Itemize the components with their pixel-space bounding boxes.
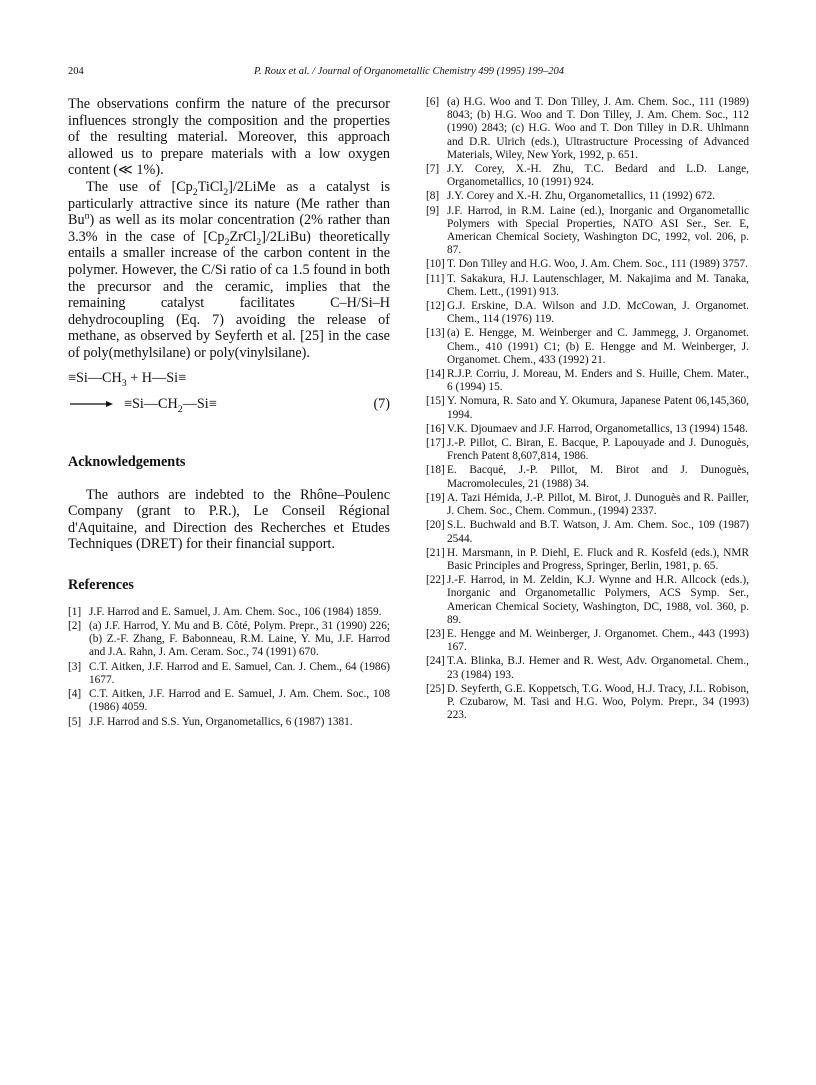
reference-item xyxy=(426,300,749,326)
reference-text: C.T. Aitken, J.F. Harrod and E. Samuel, J. Am. Chem. Soc., 108 (1986) 4059. xyxy=(89,688,390,714)
reference-text: J.F. Harrod and S.S. Yun, Organometallics, 6 (1987) 1381. xyxy=(89,715,353,728)
reference-item xyxy=(426,519,749,545)
reference-item xyxy=(426,683,749,723)
reference-item xyxy=(426,628,749,654)
reference-number: [10] xyxy=(426,258,445,271)
equation-line-2 xyxy=(68,396,217,413)
reference-number: [22] xyxy=(426,574,445,587)
reference-text: T. Don Tilley and H.G. Woo, J. Am. Chem. Soc., 111 (1989) 3757. xyxy=(447,258,748,271)
reference-number: [19] xyxy=(426,491,445,504)
page-header xyxy=(68,66,750,80)
reference-item xyxy=(68,606,390,619)
reference-text: J.Y. Corey and X.-H. Zhu, Organometallics, 11 (1992) 672. xyxy=(447,190,716,203)
reference-text: G.J. Erskine, D.A. Wilson and J.D. McCowan, J. Organomet. Chem., 114 (1976) 119. xyxy=(447,300,749,326)
reference-text: J.F. Harrod, in R.M. Laine (ed.), Inorganic and Organometallic Polymers with Special Properties, NATO ASI Ser., Ser. E, American Chemical Society, Washington DC, 1992, vol. 206, p. 87. xyxy=(447,204,749,257)
paragraph-catalyst-part: ]/2LiBu) theoretically entails a smaller increase of the carbon content in the polymer. However, the C/Si ratio of ca 1.5 found in both the precursor and the ceramic, implies that the remaining catalyst facilitates C–H/Si–H dehydrocoupling (Eq. 7) avoiding the release of methane, as observed by Seyferth et al. [25] in the case of poly(methylsilane) or poly(vinylsilane). xyxy=(68,228,390,361)
subscript: 2 xyxy=(192,186,198,198)
reference-text: E. Hengge and M. Weinberger, J. Organomet. Chem., 443 (1993) 167. xyxy=(447,627,749,654)
reference-item xyxy=(426,655,749,681)
reference-text: J.-P. Pillot, C. Biran, E. Bacque, P. Lapouyade and J. Dunoguès, French Patent 8,607,814, 1986. xyxy=(447,437,749,463)
subscript: 2 xyxy=(177,403,183,415)
reference-number: [16] xyxy=(426,422,445,435)
reference-text: C.T. Aitken, J.F. Harrod and E. Samuel, Can. J. Chem., 64 (1986) 1677. xyxy=(89,660,390,686)
reference-item xyxy=(426,464,749,490)
reference-number: [11] xyxy=(426,272,445,285)
equation-number: (7) xyxy=(373,395,390,412)
reference-number: [13] xyxy=(426,327,445,340)
reference-item xyxy=(426,273,749,299)
reference-text: J.Y. Corey, X.-H. Zhu, T.C. Bedard and L.D. Lange, Organometallics, 10 (1991) 924. xyxy=(447,163,749,189)
paragraph-observations: The observations confirm the nature of the precursor influences strongly the composition and the properties of the resulting material. Moreover, this approach allowed us to prepare materials with a low oxygen content (≪ 1%). xyxy=(68,96,390,179)
reference-item xyxy=(68,688,390,714)
reference-number: [20] xyxy=(426,519,445,532)
reference-number: [12] xyxy=(426,300,445,313)
reference-item xyxy=(426,547,749,573)
reference-number: [8] xyxy=(426,190,440,203)
reference-number: [17] xyxy=(426,437,445,450)
reference-text: (a) J.F. Harrod, Y. Mu and B. Côté, Polym. Prepr., 31 (1990) 226; (b) Z.-F. Zhang, F. Babonneau, R.M. Laine, Y. Mu, J.F. Harrod and J.A. Rahn, J. Am. Ceram. Soc., 74 (1991) 670. xyxy=(89,620,390,659)
reference-text: V.K. Djoumaev and J.F. Harrod, Organometallics, 13 (1994) 1548. xyxy=(447,422,748,435)
page-number: 204 xyxy=(68,66,84,77)
reference-item xyxy=(426,368,749,394)
reference-number: [25] xyxy=(426,682,445,695)
reference-text: S.L. Buchwald and B.T. Watson, J. Am. Chem. Soc., 109 (1987) 2544. xyxy=(447,519,749,545)
reference-number: [5] xyxy=(68,715,82,728)
references-list-left xyxy=(68,606,390,729)
reference-item xyxy=(68,661,390,687)
reference-number: [6] xyxy=(426,96,440,108)
subscript: 2 xyxy=(223,186,229,198)
reference-number: [2] xyxy=(68,620,82,633)
reference-number: [21] xyxy=(426,546,445,559)
reference-item xyxy=(426,327,749,367)
reference-number: [1] xyxy=(68,605,82,618)
paragraph-catalyst-part: ]/2LiMe as a catalyst is particularly attractive since its nature (Me rather than Bu xyxy=(68,178,390,229)
reference-text: R.J.P. Corriu, J. Moreau, M. Enders and S. Huille, Chem. Mater., 6 (1994) 15. xyxy=(447,368,749,394)
reference-text: (a) E. Hengge, M. Weinberger and C. Jammegg, J. Organomet. Chem., 410 (1991) C1; (b) E. Hengge and M. Weinberger, J. Organomet. Chem., 433 (1992) 21. xyxy=(447,327,749,366)
reference-number: [23] xyxy=(426,627,445,640)
reference-number: [4] xyxy=(68,688,82,701)
reference-item xyxy=(426,190,749,203)
paragraph-catalyst xyxy=(68,179,390,362)
reference-text: J.F. Harrod and E. Samuel, J. Am. Chem. Soc., 106 (1984) 1859. xyxy=(89,605,382,618)
reference-item xyxy=(426,96,749,162)
equation-text: ≡Si—CH xyxy=(124,395,178,412)
reference-text: T. Sakakura, H.J. Lautenschlager, M. Nakajima and M. Tanaka, Chem. Lett., (1991) 913. xyxy=(447,272,749,298)
paragraph-catalyst-part: ) as well as its molar concentration (2% rather than 3.3% in the case of [Cp xyxy=(68,212,390,245)
reference-number: [24] xyxy=(426,655,445,668)
equation-7 xyxy=(68,370,390,428)
equation-text: —Si≡ xyxy=(182,395,217,412)
reference-text: (a) H.G. Woo and T. Don Tilley, J. Am. Chem. Soc., 111 (1989) 8043; (b) H.G. Woo and T. Don Tilley, J. Am. Chem. Soc., 112 (1990) 2843; (c) H.G. Woo and T. Don Tilley in D.R. Uhlmann and D.R. Ulrich (eds.), Ultrastructure Processing of Advanced Materials, Wiley, New York, 1992, p. 651. xyxy=(447,96,749,161)
reference-text: A. Tazi Hémida, J.-P. Pillot, M. Birot, J. Dunoguès and R. Pailler, J. Chem. Soc., Chem. Commun., (1994) 2337. xyxy=(447,491,749,518)
equation-text: ≡Si—CH xyxy=(68,369,122,386)
reference-number: [3] xyxy=(68,660,82,673)
reference-text: H. Marsmann, in P. Diehl, E. Fluck and R. Kosfeld (eds.), NMR Basic Principles and Progress, Springer, Berlin, 1981, p. 65. xyxy=(447,546,749,572)
equation-line-1 xyxy=(68,370,186,387)
reference-number: [7] xyxy=(426,163,440,176)
running-title: P. Roux et al. / Journal of Organometallic Chemistry 499 (1995) 199–204 xyxy=(253,66,564,77)
reference-item xyxy=(426,437,749,463)
reference-item xyxy=(426,258,749,271)
reference-number: [9] xyxy=(426,204,440,217)
reference-text: Y. Nomura, R. Sato and Y. Okumura, Japanese Patent 06,145,360, 1994. xyxy=(447,395,749,421)
paragraph-catalyst-part: TiCl xyxy=(197,178,224,195)
right-column xyxy=(426,96,749,723)
reference-text: D. Seyferth, G.E. Koppetsch, T.G. Wood, H.J. Tracy, J.L. Robison, P. Czubarow, M. Tasi and H.G. Woo, Polym. Prepr., 34 (1993) 223. xyxy=(447,682,749,722)
reference-text: E. Bacqué, J.-P. Pillot, M. Birot and J. Dunoguès, Macromolecules, 21 (1988) 34. xyxy=(447,464,749,490)
superscript: n xyxy=(84,210,90,222)
reference-item xyxy=(426,492,749,518)
subscript: 2 xyxy=(224,236,230,248)
reference-number: [15] xyxy=(426,395,445,408)
acknowledgements-heading: Acknowledgements xyxy=(68,453,186,470)
reference-number: [18] xyxy=(426,464,445,477)
reference-item xyxy=(68,620,390,660)
subscript: 2 xyxy=(256,236,262,248)
reference-item xyxy=(426,395,749,421)
reference-number: [14] xyxy=(426,368,445,381)
paragraph-catalyst-part: ZrCl xyxy=(229,228,257,245)
reference-item xyxy=(426,423,749,436)
equation-text: + H—Si≡ xyxy=(126,369,187,386)
reference-text: T.A. Blinka, B.J. Hemer and R. West, Adv. Organometal. Chem., 23 (1984) 193. xyxy=(447,655,749,681)
right-arrow-icon xyxy=(68,396,114,413)
acknowledgements-text: The authors are indebted to the Rhône–Poulenc Company (grant to P.R.), Le Conseil Régional d'Aquitaine, and Direction des Recherches et Etudes Techniques (DRET) for their financial support. xyxy=(68,486,390,553)
left-column xyxy=(68,96,390,730)
reference-item xyxy=(426,163,749,189)
references-heading: References xyxy=(68,576,134,593)
reference-item xyxy=(426,205,749,258)
reference-text: J.-F. Harrod, in M. Zeldin, K.J. Wynne and H.R. Allcock (eds.), Inorganic and Organometallic Polymers, ACS Symp. Ser., American Chemical Society, Washington, DC, 1988, vol. 360, p. 89. xyxy=(447,574,749,626)
paragraph-catalyst-part: The use of [Cp xyxy=(86,178,193,195)
subscript: 3 xyxy=(121,377,127,389)
reference-item xyxy=(68,716,390,729)
reference-item xyxy=(426,574,749,627)
